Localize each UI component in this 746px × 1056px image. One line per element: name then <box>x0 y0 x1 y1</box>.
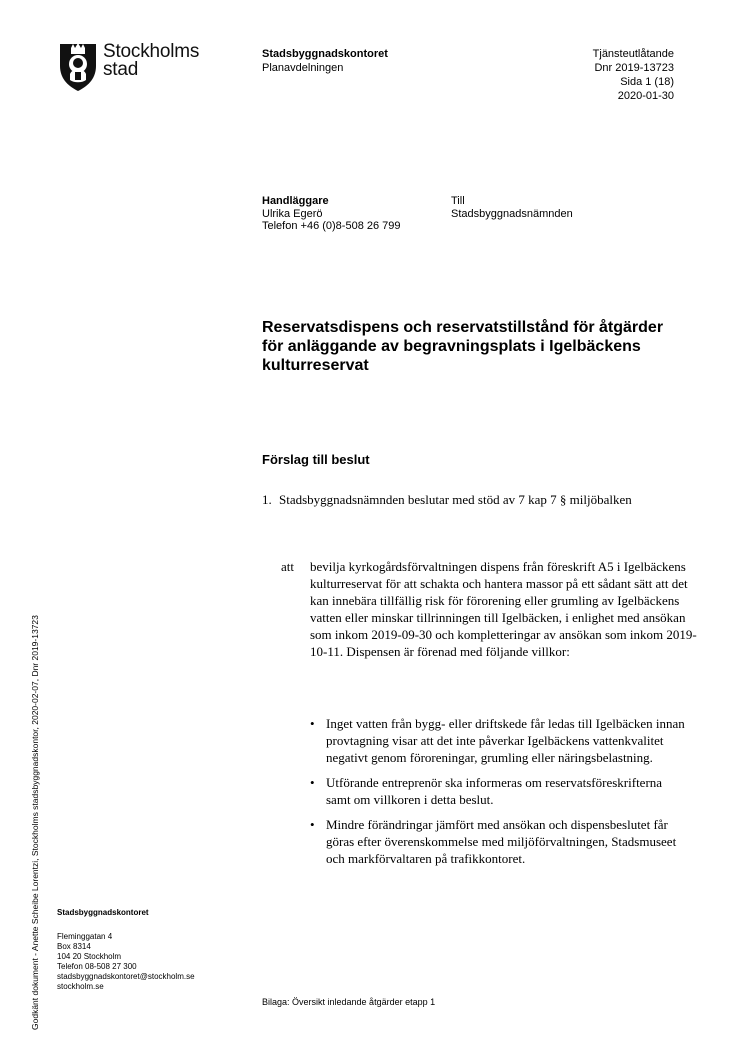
handler-phone: Telefon +46 (0)8-508 26 799 <box>262 220 401 232</box>
attachment-note: Bilaga: Översikt inledande åtgärder etapp 1 <box>262 997 436 1007</box>
list-item <box>305 715 685 766</box>
footer-email: stadsbyggnadskontoret@stockholm.se <box>57 972 195 981</box>
footer-phone: Telefon 08-508 27 300 <box>57 962 137 971</box>
doc-date: 2020-01-30 <box>617 90 674 102</box>
department-name: Stadsbyggnadskontoret <box>262 48 388 60</box>
doc-dnr: Dnr 2019-13723 <box>594 62 674 74</box>
att-label: att <box>281 559 294 574</box>
footer-org: Stadsbyggnadskontoret <box>57 908 149 917</box>
recipient-label: Till <box>451 195 465 207</box>
list-item <box>305 816 685 867</box>
list-item <box>305 774 685 808</box>
logo-line-1: Stockholms <box>103 41 200 62</box>
approval-margin-note: Godkänt dokument - Anette Scheibe Lorentzi, Stockholms stadsbyggnadskontor, 2020-02-07, Dnr 2019-13723 <box>30 615 40 1030</box>
footer-street: Fleminggatan 4 <box>57 932 113 941</box>
bullet: • <box>310 817 315 832</box>
recipient-block <box>451 195 573 220</box>
item-text: Stadsbyggnadsnämnden beslutar med stöd av 7 kap 7 § miljöbalken <box>279 492 632 507</box>
footer-address <box>57 932 195 992</box>
conditions-list <box>305 715 685 875</box>
proposal-heading: Förslag till beslut <box>262 452 370 467</box>
logo-wordmark <box>103 43 199 79</box>
item-number: 1. <box>262 492 272 507</box>
footer-postal: 104 20 Stockholm <box>57 952 122 961</box>
doc-type: Tjänsteutlåtande <box>592 48 674 60</box>
sender-block <box>262 47 388 75</box>
page-indicator: Sida 1 (18) <box>620 76 674 88</box>
footer-web: stockholm.se <box>57 982 104 991</box>
condition-text: Inget vatten från bygg- eller driftskede får ledas till Igelbäcken innan provtagning visar att det inte påverkar Igelbäckens vattenkvalitet negativt genom föroreningar, grumling eller näringsbelastning. <box>326 716 685 765</box>
logo-line-2: stad <box>103 59 139 80</box>
handler-label: Handläggare <box>262 195 329 207</box>
condition-text: Mindre förändringar jämfört med ansökan och dispensbeslutet får göras efter överenskommelse med miljöförvaltningen, Stadsmuseet och markförvaltaren på trafikkontoret. <box>326 817 677 866</box>
recipient-name: Stadsbyggnadsnämnden <box>451 207 573 220</box>
condition-text: Utförande entreprenör ska informeras om reservatsföreskrifterna samt om villkoren i detta beslut. <box>326 775 663 807</box>
document-info <box>593 47 674 103</box>
division-name: Planavdelningen <box>262 62 344 74</box>
att-text: bevilja kyrkogårdsförvaltningen dispens från föreskrift A5 i Igelbäckens kulturreservat för att schakta och hantera massor på ett sådant sätt att det kan innebära tillfällig risk för förorening eller grumling av Igelbäckens vatten eller minskar tillrinningen till Igelbäcken, i enlighet med ansökan som inkom 2019-09-30 och kompletteringar av ansökan som inkom 2019-10-11. Dispensen är förenad med följande villkor: <box>310 559 697 659</box>
document-title: Reservatsdispens och reservatstillstånd för åtgärder för anläggande av begravningsplats i Igelbäckens kulturreservat <box>262 319 664 374</box>
bullet: • <box>310 775 315 790</box>
footer-box: Box 8314 <box>57 942 91 951</box>
st-erik-crowned-shield-icon <box>58 40 98 92</box>
handler-name: Ulrika Egerö <box>262 207 323 220</box>
bullet: • <box>310 716 315 731</box>
handler-block <box>262 195 401 233</box>
